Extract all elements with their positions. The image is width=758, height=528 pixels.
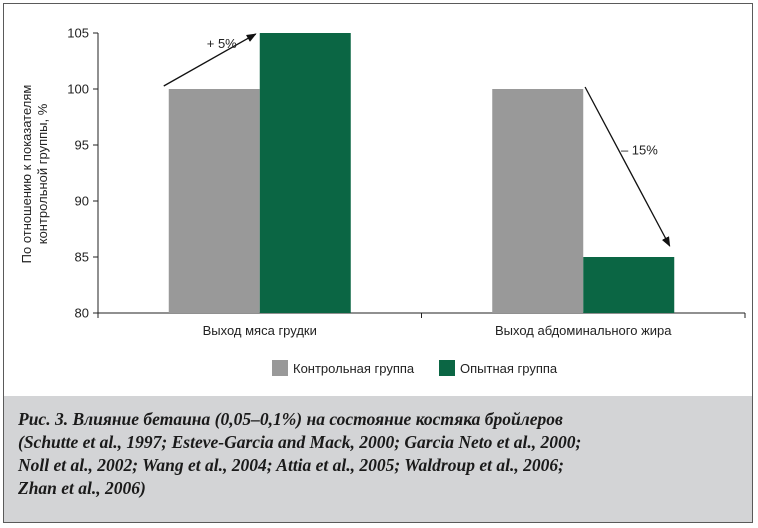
y-tick-label: 80 — [74, 305, 89, 321]
y-tick-label: 90 — [74, 193, 89, 209]
bar-chart — [4, 4, 752, 396]
y-axis-label-line-1: По отношению к показателям — [19, 84, 34, 264]
y-axis-label-line-2: контрольной группы, % — [35, 103, 50, 245]
legend-swatch — [272, 360, 288, 376]
annotation-label: – 15% — [620, 142, 658, 158]
legend-label: Опытная группа — [460, 361, 558, 376]
y-tick-label: 85 — [74, 249, 89, 265]
plot-area — [67, 26, 745, 339]
caption-text: Рис. 3. Влияние бетаина (0,05–0,1%) на состояние костяка бройлеров (Schutte et al., 1997; Esteve-Garcia and Mack, 2000; Garcia Neto et al., 2000; Noll et al., 2002; Wang et al., 2004; Attia et al., 2005; Waldroup et al., 2006; Zhan et al., 2006) — [18, 409, 582, 498]
annotation-label: + 5% — [206, 36, 237, 51]
y-tick-label: 105 — [67, 25, 89, 41]
y-tick-label: 100 — [67, 81, 89, 97]
legend-label: Контрольная группа — [293, 361, 415, 376]
legend — [272, 360, 558, 376]
figure — [3, 3, 753, 523]
y-tick-label: 95 — [74, 137, 89, 153]
bar — [492, 89, 583, 313]
bar — [583, 257, 674, 313]
bar — [169, 89, 260, 313]
bar — [260, 33, 351, 313]
annotation-arrow — [585, 87, 670, 246]
x-tick-label: Выход абдоминального жира — [494, 323, 672, 338]
y-axis-label — [19, 85, 50, 264]
figure-caption — [4, 396, 752, 522]
x-tick-label: Выход мяса грудки — [202, 323, 317, 338]
legend-swatch — [439, 360, 455, 376]
